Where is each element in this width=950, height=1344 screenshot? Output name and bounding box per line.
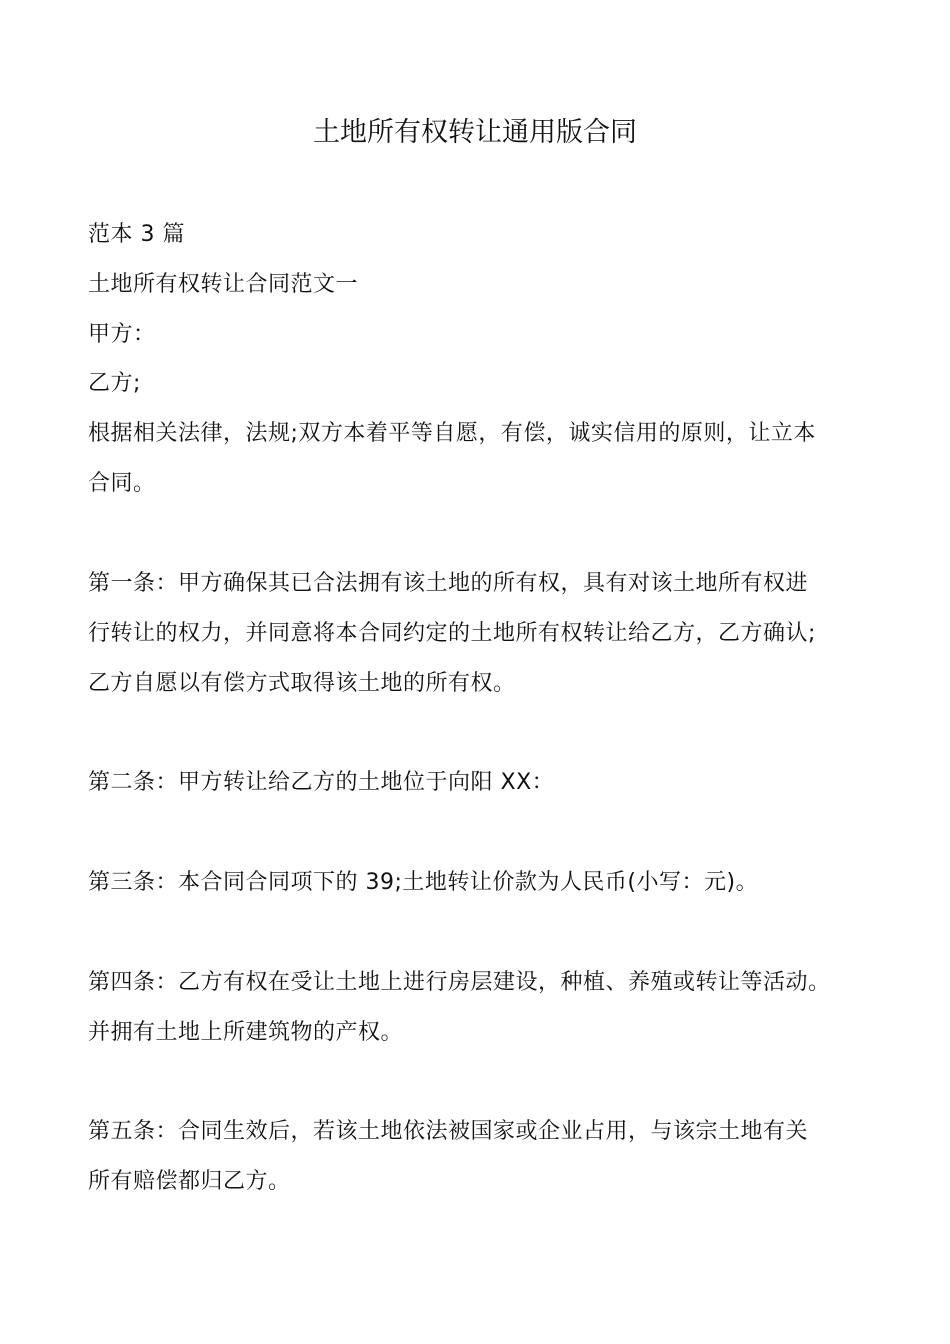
article-5-line: 第五条：合同生效后，若该土地依法被国家或企业占用，与该宗土地有关 xyxy=(88,1119,809,1144)
article-4 xyxy=(88,958,878,1058)
article-1-line: 第一条：甲方确保其已合法拥有该土地的所有权，具有对该土地所有权进 xyxy=(88,571,809,596)
article-3: 第三条：本合同合同项下的 39;土地转让价款为人民币(小写：元)。 xyxy=(88,870,759,895)
party-a-label: 甲方： xyxy=(88,322,156,347)
intro-line: 根据相关法律，法规;双方本着平等自愿，有偿，诚实信用的原则，让立本 xyxy=(88,421,816,446)
article-1-line: 行转让的权力，并同意将本合同约定的土地所有权转让给乙方，乙方确认; xyxy=(88,621,816,646)
article-4-line: 并拥有土地上所建筑物的产权。 xyxy=(88,1020,404,1045)
article-1-line: 乙方自愿以有偿方式取得该土地的所有权。 xyxy=(88,671,516,696)
document-title: 土地所有权转让通用版合同 xyxy=(313,117,637,148)
article-5 xyxy=(88,1107,878,1207)
party-b-label: 乙方; xyxy=(88,371,141,396)
intro-paragraph xyxy=(88,409,878,509)
article-1 xyxy=(88,559,878,709)
article-4-line: 第四条：乙方有权在受让土地上进行房层建设，种植、养殖或转让等活动。 xyxy=(88,970,831,995)
template-count: 范本 3 篇 xyxy=(88,222,185,247)
intro-line: 合同。 xyxy=(88,471,156,496)
article-5-line: 所有赔偿都归乙方。 xyxy=(88,1169,291,1194)
article-2: 第二条：甲方转让给乙方的土地位于向阳 XX： xyxy=(88,770,555,795)
section-heading: 土地所有权转让合同范文一 xyxy=(88,272,359,297)
